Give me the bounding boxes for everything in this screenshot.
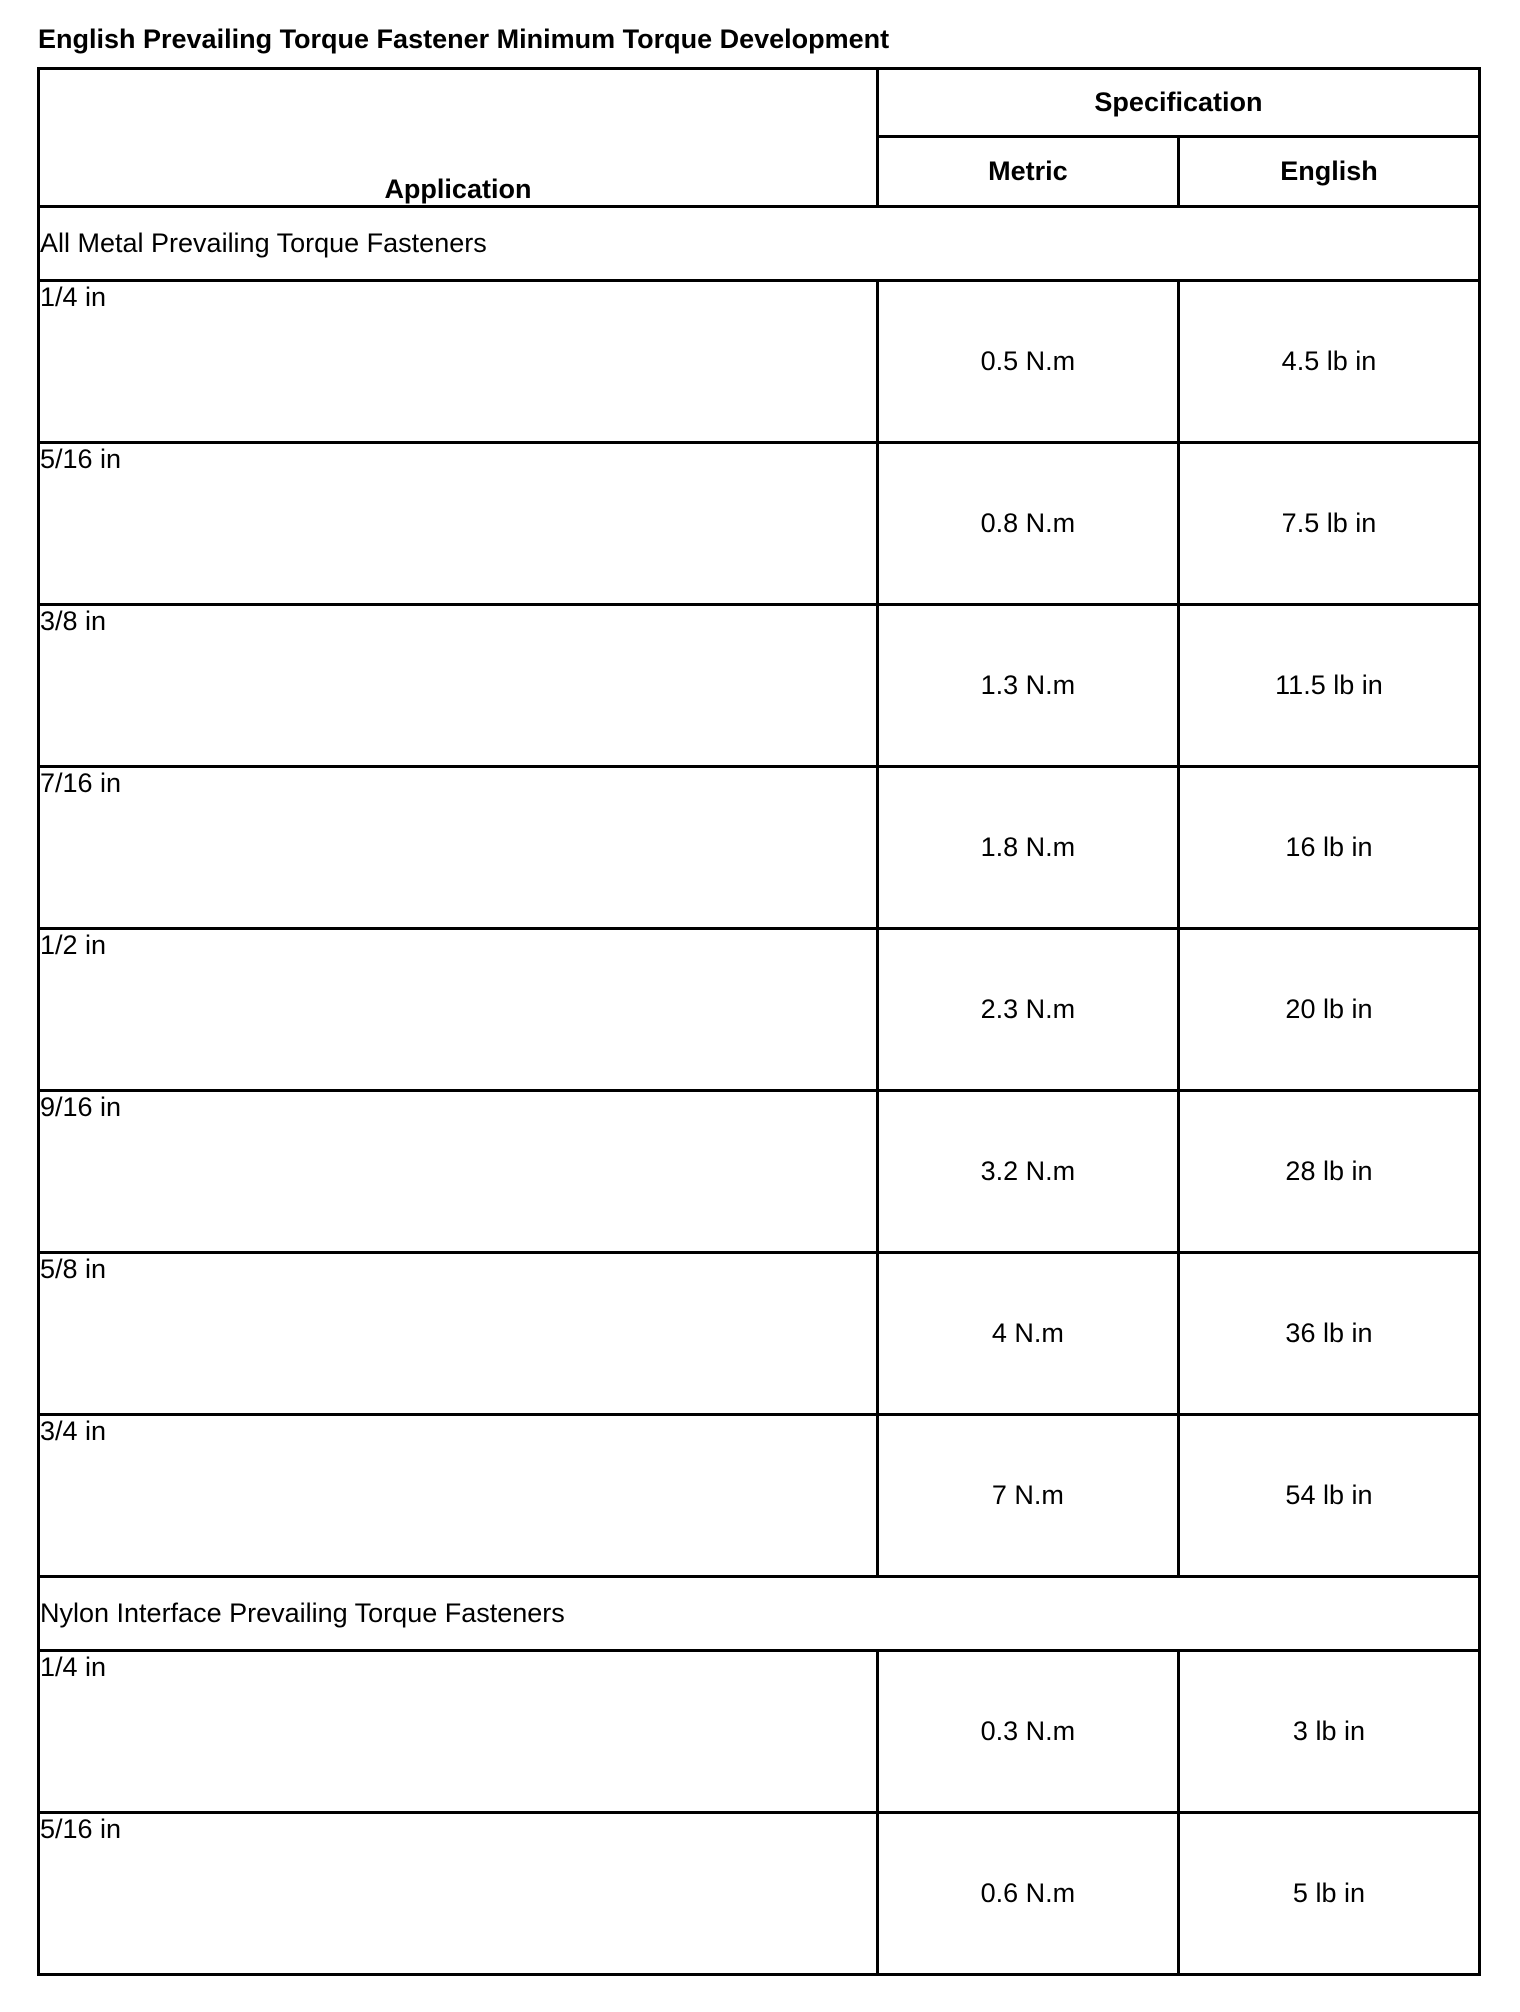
table-row xyxy=(39,1813,1480,1975)
fastener-size-cell: 3/4 in xyxy=(39,1415,878,1577)
application-header: Application xyxy=(39,69,878,207)
english-value-cell: 5 lb in xyxy=(1178,1813,1479,1975)
group-label: Nylon Interface Prevailing Torque Fasteners xyxy=(39,1577,1480,1651)
group-row xyxy=(39,1577,1480,1651)
metric-value-cell: 0.8 N.m xyxy=(877,443,1178,605)
metric-value-cell: 0.3 N.m xyxy=(877,1651,1178,1813)
metric-value-cell: 1.8 N.m xyxy=(877,767,1178,929)
metric-value-cell: 1.3 N.m xyxy=(877,605,1178,767)
fastener-size-cell: 7/16 in xyxy=(39,767,878,929)
fastener-size-cell: 5/8 in xyxy=(39,1253,878,1415)
fastener-size-cell: 3/8 in xyxy=(39,605,878,767)
fastener-size-cell: 5/16 in xyxy=(39,443,878,605)
fastener-size-cell: 5/16 in xyxy=(39,1813,878,1975)
english-value-cell: 16 lb in xyxy=(1178,767,1479,929)
table-row xyxy=(39,1253,1480,1415)
metric-value-cell: 7 N.m xyxy=(877,1415,1178,1577)
table-row xyxy=(39,1651,1480,1813)
table-header xyxy=(39,69,1480,207)
torque-spec-table xyxy=(37,67,1481,1976)
english-value-cell: 7.5 lb in xyxy=(1178,443,1479,605)
fastener-size-cell: 9/16 in xyxy=(39,1091,878,1253)
english-value-cell: 4.5 lb in xyxy=(1178,281,1479,443)
table-row xyxy=(39,767,1480,929)
metric-value-cell: 3.2 N.m xyxy=(877,1091,1178,1253)
metric-value-cell: 0.6 N.m xyxy=(877,1813,1178,1975)
metric-value-cell: 4 N.m xyxy=(877,1253,1178,1415)
english-value-cell: 11.5 lb in xyxy=(1178,605,1479,767)
english-value-cell: 54 lb in xyxy=(1178,1415,1479,1577)
english-value-cell: 28 lb in xyxy=(1178,1091,1479,1253)
english-value-cell: 3 lb in xyxy=(1178,1651,1479,1813)
table-body xyxy=(39,207,1480,1975)
english-value-cell: 20 lb in xyxy=(1178,929,1479,1091)
group-label: All Metal Prevailing Torque Fasteners xyxy=(39,207,1480,281)
table-row xyxy=(39,443,1480,605)
metric-value-cell: 0.5 N.m xyxy=(877,281,1178,443)
page-title: English Prevailing Torque Fastener Minimum Torque Development xyxy=(38,24,890,54)
group-row xyxy=(39,207,1480,281)
table-row xyxy=(39,281,1480,443)
header-row-top xyxy=(39,69,1480,137)
table-row xyxy=(39,1091,1480,1253)
table-row xyxy=(39,605,1480,767)
fastener-size-cell: 1/2 in xyxy=(39,929,878,1091)
fastener-size-cell: 1/4 in xyxy=(39,281,878,443)
english-value-cell: 36 lb in xyxy=(1178,1253,1479,1415)
specification-header: Specification xyxy=(877,69,1479,137)
table-row xyxy=(39,1415,1480,1577)
table-row xyxy=(39,929,1480,1091)
metric-header: Metric xyxy=(877,137,1178,207)
english-header: English xyxy=(1178,137,1479,207)
metric-value-cell: 2.3 N.m xyxy=(877,929,1178,1091)
fastener-size-cell: 1/4 in xyxy=(39,1651,878,1813)
